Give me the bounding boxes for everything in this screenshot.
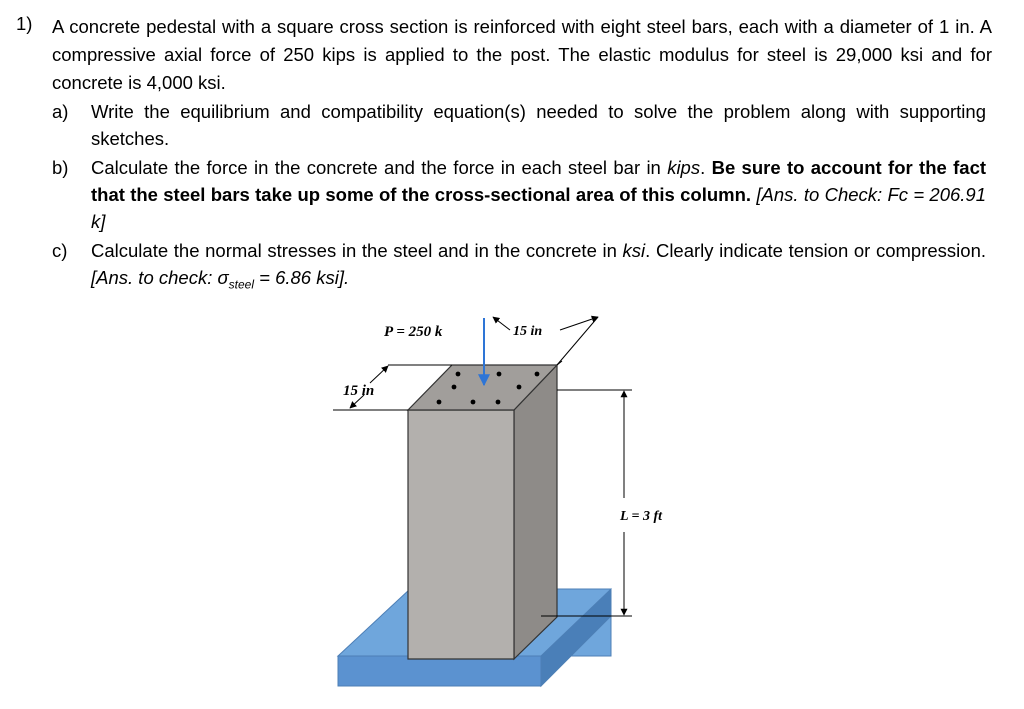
part-text-start: Calculate the force in the concrete and the force in each steel bar in (91, 157, 668, 178)
base-plate-front (338, 656, 541, 686)
part-label: a) (52, 101, 69, 122)
top-dim-arrow-left (493, 317, 510, 330)
answer-check: [Ans. to check: $\sigma_{steel} = 6.86$ ksi]. (91, 267, 350, 292)
part-text: Calculate the force in the concrete and the force in each steel bar in kips. Be sure to account for the fact that the steel bars take up some of the cross-sectional area of this column. [Ans. to Check: Fc = 206.91 k] (91, 157, 987, 232)
side-dim-arrow-up (370, 366, 388, 383)
steel-bar-dot (471, 400, 476, 405)
steel-bar-dot (535, 372, 540, 377)
column-side-face (514, 365, 557, 659)
top-dim-label: 15 in (513, 324, 543, 339)
unit-text: kips (667, 157, 701, 178)
column-front-face (408, 410, 514, 659)
part-text-start: Calculate the normal stresses in the steel and in the concrete in (91, 240, 623, 261)
problem-number: 1) (16, 13, 33, 34)
emphasis-text: Be sure to account for the fact that the steel bars take up some of the cross-sectional area of this column. (91, 157, 987, 205)
steel-bar-dot (437, 400, 442, 405)
steel-bar-dot (517, 385, 522, 390)
steel-bar-dot (497, 372, 502, 377)
steel-bar-dot (452, 385, 457, 390)
load-label: P = 250 k (384, 324, 443, 340)
part-text: Write the equilibrium and compatibility equation(s) needed to solve the problem along with supporting sketches. (91, 101, 986, 149)
length-label: L = 3 ft (620, 509, 663, 524)
side-dim-label: 15 in (343, 383, 375, 399)
steel-bar-dot (496, 400, 501, 405)
unit-text: ksi (622, 240, 646, 261)
part-text-end: . Clearly indicate tension or compression. (645, 240, 986, 261)
part-label: c) (52, 240, 68, 261)
problem-statement: A concrete pedestal with a square cross section is reinforced with eight steel bars, each with a diameter of 1 in. A compressive axial force of 250 kips is applied to the post. The elastic modulus for steel is 29,000 ksi and for concrete is 4,000 ksi. (52, 16, 992, 93)
part-label: b) (52, 157, 69, 178)
answer-check: [Ans. to Check: Fc = 206.91 k] (91, 184, 987, 232)
steel-bar-dot (456, 372, 461, 377)
